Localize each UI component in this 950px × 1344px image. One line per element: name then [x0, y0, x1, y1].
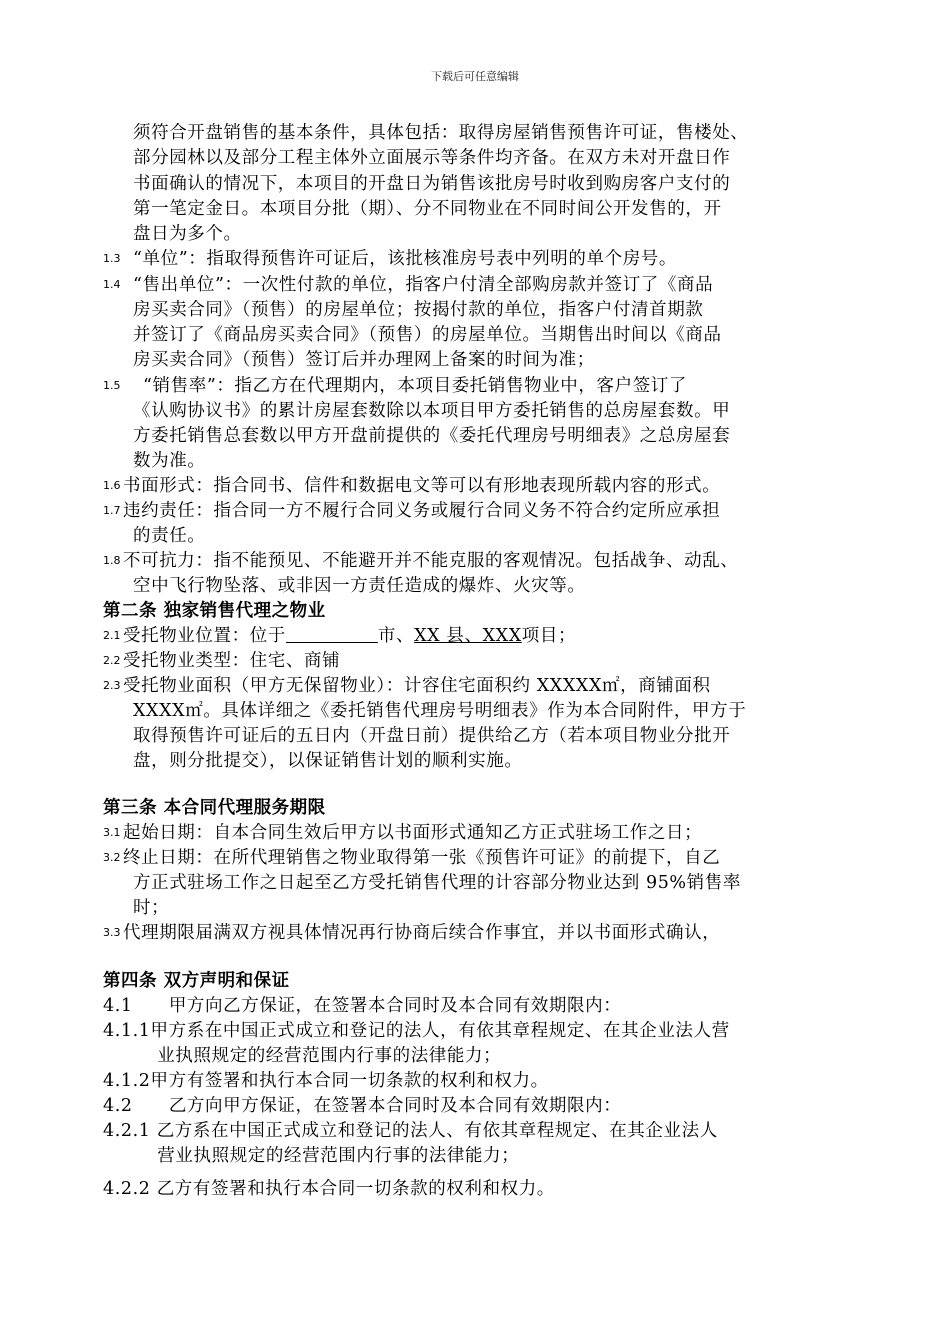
clause-number: 1.3 [103, 252, 121, 265]
county-project: XX 县、XXX [414, 626, 522, 646]
clause-number: 1.8 [103, 554, 121, 567]
text-line: 4.2.1 乙方系在中国正式成立和登记的法人、有依其章程规定、在其企业法人 [103, 1121, 718, 1141]
text-line: XXXX㎡。具体详细之《委托销售代理房号明细表》作为本合同附件，甲方于 [133, 701, 747, 721]
text-line: 房买卖合同》（预售）签订后并办理网上备案的时间为准； [133, 350, 595, 370]
project-suffix: 项目； [521, 626, 577, 646]
clause-number: 3.3 [103, 926, 121, 939]
text-line: “售出单位”：一次性付款的单位，指客户付清全部购房款并签订了《商品 [133, 275, 714, 295]
city-suffix: 市、 [377, 626, 415, 646]
clause-number: 2.3 [103, 679, 121, 692]
text-line: 书面形式：指合同书、信件和数据电文等可以有形地表现所载内容的形式。 [123, 476, 721, 496]
clause-number: 1.4 [103, 278, 121, 291]
text-line: 方正式驻场工作之日起至乙方受托销售代理的计容部分物业达到 95%销售率 [133, 873, 741, 893]
text-line: 《认购协议书》的累计房屋套数除以本项目甲方委托销售的总房屋套数。甲 [133, 401, 731, 421]
text-line: 终止日期：在所代理销售之物业取得第一张《预售许可证》的前提下，自乙 [123, 848, 721, 868]
text-line: 方委托销售总套数以甲方开盘前提供的《委托代理房号明细表》之总房屋套 [133, 426, 731, 446]
text-line: 4.1 甲方向乙方保证，在签署本合同时及本合同有效期限内： [103, 996, 622, 1016]
text-line: 受托物业类型：住宅、商铺 [123, 651, 341, 671]
clause-number: 2.2 [103, 654, 121, 667]
text-line: “销售率”：指乙方在代理期内，本项目委托销售物业中，客户签订了 [143, 376, 687, 396]
location-label: 受托物业位置：位于 [123, 626, 286, 646]
clause-number: 1.6 [103, 479, 121, 492]
text-line: 4.1.2甲方有签署和执行本合同一切条款的权利和权力。 [103, 1071, 549, 1091]
text-line: 不可抗力：指不能预见、不能避开并不能克服的客观情况。包括战争、动乱、 [123, 551, 739, 571]
text-line: 4.2.2 乙方有签署和执行本合同一切条款的权利和权力。 [103, 1179, 555, 1199]
text-line: 盘，则分批提交），以保证销售计划的顺利实施。 [133, 751, 523, 771]
text-line: 书面确认的情况下，本项目的开盘日为销售该批房号时收到购房客户支付的 [133, 174, 731, 194]
text-line [123, 624, 576, 648]
text-line: 4.2 乙方向甲方保证，在签署本合同时及本合同有效期限内： [103, 1096, 622, 1116]
text-line: 营业执照规定的经营范围内行事的法律能力； [103, 1146, 520, 1166]
text-line: 盘日为多个。 [133, 224, 242, 244]
text-line: 业执照规定的经营范围内行事的法律能力； [103, 1046, 502, 1066]
article-heading: 第三条 本合同代理服务期限 [103, 798, 326, 818]
text-line: 部分园林以及部分工程主体外立面展示等条件均齐备。在双方未对开盘日作 [133, 148, 731, 168]
city-blank [286, 624, 378, 643]
text-line: 时； [133, 898, 170, 918]
text-line: 空中飞行物坠落、或非因一方责任造成的爆炸、火灾等。 [133, 576, 586, 596]
text-line: 并签订了《商品房买卖合同》（预售）的房屋单位。当期售出时间以《商品 [133, 325, 722, 345]
clause-number: 1.5 [103, 379, 121, 392]
article-heading: 第二条 独家销售代理之物业 [103, 601, 326, 621]
article-heading: 第四条 双方声明和保证 [103, 971, 290, 991]
text-line: “单位”：指取得预售许可证后，该批核准房号表中列明的单个房号。 [133, 249, 677, 269]
text-line: 4.1.1甲方系在中国正式成立和登记的法人，有依其章程规定、在其企业法人营 [103, 1021, 730, 1041]
clause-number: 1.7 [103, 504, 121, 517]
text-line: 受托物业面积（甲方无保留物业）：计容住宅面积约 XXXXX㎡，商铺面积 [123, 676, 711, 696]
text-line: 代理期限届满双方视具体情况再行协商后续合作事宜，并以书面形式确认， [123, 923, 721, 943]
text-line: 数为准。 [133, 451, 206, 471]
page-header: 下载后可任意编辑 [431, 70, 519, 83]
clause-number: 3.2 [103, 851, 121, 864]
text-line: 起始日期：自本合同生效后甲方以书面形式通知乙方正式驻场工作之日； [123, 823, 703, 843]
text-line: 房买卖合同》（预售）的房屋单位；按揭付款的单位，指客户付清首期款 [133, 300, 704, 320]
clause-number: 2.1 [103, 629, 121, 642]
text-line: 须符合开盘销售的基本条件，具体包括：取得房屋销售预售许可证，售楼处、 [133, 123, 749, 143]
text-line: 的责任。 [133, 526, 206, 546]
clause-number: 3.1 [103, 826, 121, 839]
text-line: 取得预售许可证后的五日内（开盘日前）提供给乙方（若本项目物业分批开 [133, 726, 731, 746]
text-line: 违约责任：指合同一方不履行合同义务或履行合同义务不符合约定所应承担 [123, 501, 721, 521]
text-line: 第一笔定金日。本项目分批（期）、分不同物业在不同时间公开发售的，开 [133, 199, 722, 219]
